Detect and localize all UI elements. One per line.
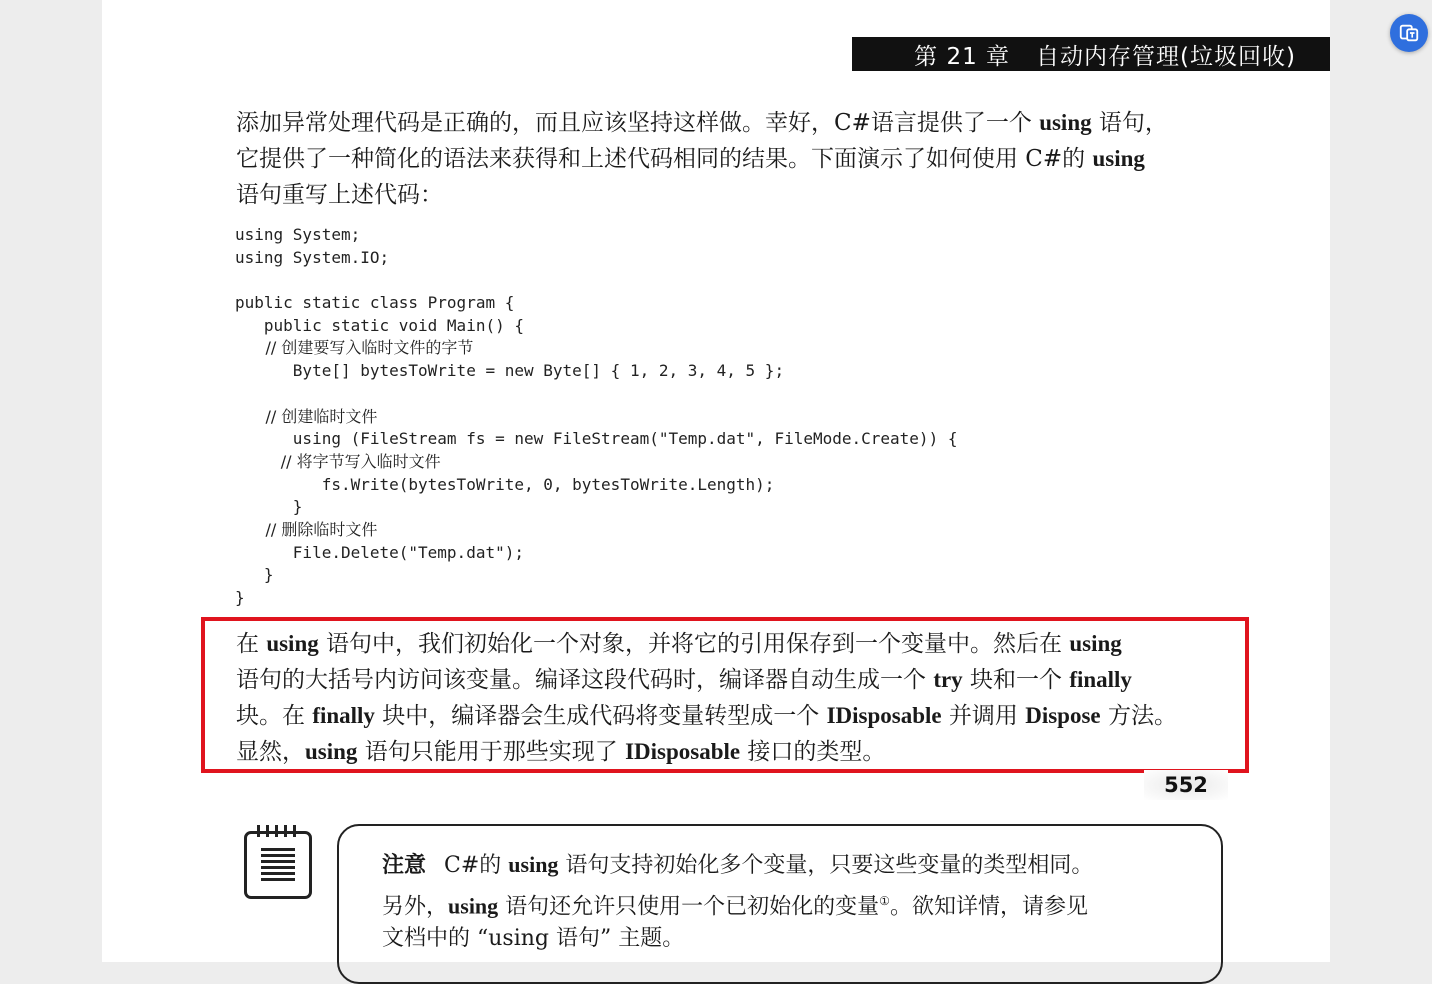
code-line: Byte[] bytesToWrite = new Byte[] { 1, 2, 3, 4, 5 }; <box>235 361 785 381</box>
highlighted-paragraph <box>236 626 1236 770</box>
code-line: File.Delete("Temp.dat"); <box>235 542 524 562</box>
note-label: 注意 <box>382 852 427 878</box>
page-number: 552 <box>1144 770 1228 800</box>
code-listing <box>235 224 957 610</box>
code-line: public static class Program { <box>235 293 515 313</box>
footnote-marker: ① <box>879 894 890 908</box>
code-line: fs.Write(bytesToWrite, 0, bytesToWrite.Length); <box>235 474 775 494</box>
note-text <box>382 846 1202 957</box>
code-line: // 创建要写入临时文件的字节 <box>235 338 474 358</box>
intro-line-1: 添加异常处理代码是正确的，而且应该坚持这样做。幸好，C#语言提供了一个 using 语句， <box>236 110 1168 136</box>
notepad-rings <box>257 825 301 837</box>
note-line-3: 文档中的 “using 语句” 主题。 <box>382 926 685 951</box>
note-line-1: 注意 C#的 using 语句支持初始化多个变量，只要这些变量的类型相同。 <box>382 852 1094 878</box>
chapter-title: 自动内存管理(垃圾回收) <box>1036 43 1296 70</box>
code-line <box>235 383 957 406</box>
code-line <box>235 269 957 292</box>
code-line: } <box>235 565 274 585</box>
translate-button[interactable] <box>1390 14 1428 52</box>
code-line: // 创建临时文件 <box>235 406 378 426</box>
code-line: } <box>235 497 303 517</box>
book-page <box>102 0 1330 962</box>
highlight-line-4: 显然，using 语句只能用于那些实现了 IDisposable 接口的类型。 <box>236 739 886 765</box>
code-line: using (FileStream fs = new FileStream("Temp.dat", FileMode.Create)) { <box>235 429 958 449</box>
notepad-icon <box>244 831 312 899</box>
notepad-lines <box>261 848 295 882</box>
highlight-line-3: 块。在 finally 块中，编译器会生成代码将变量转型成一个 IDisposable 并调用 Dispose 方法。 <box>236 703 1177 729</box>
note-line-2: 另外，using 语句还允许只使用一个已初始化的变量①。欲知详情，请参见 <box>382 893 1088 920</box>
code-line: using System.IO; <box>235 247 390 267</box>
code-line: public static void Main() { <box>235 315 524 335</box>
intro-line-3: 语句重写上述代码： <box>236 182 443 208</box>
code-line: using System; <box>235 225 361 244</box>
intro-paragraph <box>236 105 1238 213</box>
code-line: // 将字节写入临时文件 <box>235 451 441 471</box>
intro-line-2: 它提供了一种简化的语法来获得和上述代码相同的结果。下面演示了如何使用 C#的 using <box>236 146 1145 172</box>
highlight-line-2: 语句的大括号内访问该变量。编译这段代码时，编译器自动生成一个 try 块和一个 finally <box>236 667 1132 693</box>
code-line: // 删除临时文件 <box>235 519 378 539</box>
chapter-number: 第 21 章 <box>914 43 1011 70</box>
chapter-header <box>852 37 1330 71</box>
highlight-line-1: 在 using 语句中，我们初始化一个对象，并将它的引用保存到一个变量中。然后在 using <box>236 631 1122 657</box>
code-line: } <box>235 588 245 607</box>
translate-icon <box>1398 22 1420 44</box>
